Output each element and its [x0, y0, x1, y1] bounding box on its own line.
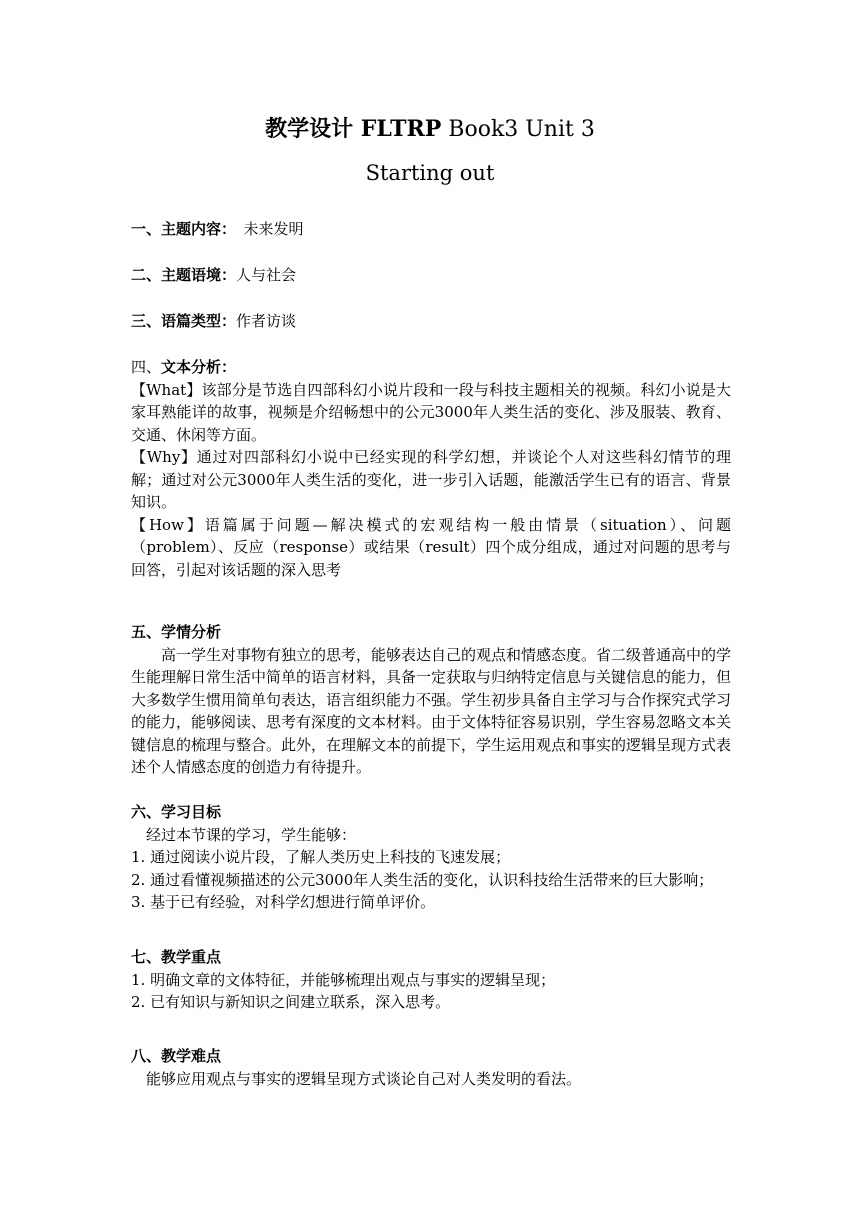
section-topic-content — [131, 219, 731, 239]
focus-item: 1. 明确文章的文体特征，并能够梳理出观点与事实的逻辑呈现； — [131, 970, 556, 989]
analysis-how: 【How】语篇属于问题—解决模式的宏观结构一般由情景（situation）、问题（problem）、反应（response）或结果（result）四个成分组成，通过对问题的思考与回答，引起对该话题的深入思考 — [131, 515, 731, 579]
title-chinese: 教学设计 — [265, 116, 354, 142]
section-label: 文本分析： — [161, 358, 237, 376]
learner-analysis-body: 高一学生对事物有独立的思考，能够表达自己的观点和情感态度。省二级普通高中的学生能理解日常生活中简单的语言材料，具备一定获取与归纳特定信息与关键信息的能力，但大多数学生惯用简单句表达，语言组织能力不强。学生初步具备自主学习与合作探究式学习的能力，能够阅读、思考有深度的文本材料。由于文体特征容易识别，学生容易忽略文本关键信息的梳理与整合。此外，在理解文本的前提下，学生运用观点和事实的逻辑呈现方式表述个人情感态度的创造力有待提升。 — [131, 645, 732, 776]
section-value: 未来发明 — [228, 220, 304, 238]
section-label: 六、学习目标 — [131, 803, 222, 821]
objective-item: 2. 通过看懂视频描述的公元3000年人类生活的变化，认识科技给生活带来的巨大影响； — [131, 870, 714, 889]
objective-item: 1. 通过阅读小说片段，了解人类历史上科技的飞速发展； — [131, 848, 511, 866]
difficulty-body: 能够应用观点与事实的逻辑呈现方式谈论自己对人类发明的看法。 — [146, 1069, 582, 1088]
objectives-intro: 经过本节课的学习，学生能够： — [146, 825, 357, 844]
section-text-type — [131, 311, 731, 331]
section-label: 七、教学重点 — [131, 948, 222, 966]
objective-item: 3. 基于已有经验，对科学幻想进行简单评价。 — [131, 893, 436, 911]
section-teaching-difficulty — [131, 1045, 731, 1090]
document-title — [0, 112, 860, 147]
section-label: 三、语篇类型： — [131, 312, 237, 330]
title-unit: Book3 Unit 3 — [441, 117, 595, 142]
section-value: 作者访谈 — [236, 312, 297, 330]
section-number: 四、 — [131, 358, 162, 376]
section-text-analysis — [131, 356, 731, 581]
section-value: 人与社会 — [236, 266, 297, 284]
section-learner-analysis — [131, 621, 731, 779]
focus-item: 2. 已有知识与新知识之间建立联系，深入思考。 — [131, 993, 451, 1011]
section-label: 五、学情分析 — [131, 623, 222, 641]
title-publisher: FLTRP — [353, 116, 442, 142]
section-teaching-focus — [131, 946, 731, 1014]
analysis-what: 【What】该部分是节选自四部科幻小说片段和一段与科技主题相关的视频。科幻小说是大家耳熟能详的故事，视频是介绍畅想中的公元3000年人类生活的变化、涉及服装、教育、交通、休闲等方面。 — [131, 380, 731, 444]
section-learning-objectives — [131, 801, 731, 914]
section-label: 一、主题内容： — [131, 220, 229, 238]
section-label: 二、主题语境： — [131, 266, 237, 284]
document-subtitle: Starting out — [365, 161, 495, 185]
analysis-why: 【Why】通过对四部科幻小说中已经实现的科学幻想，并谈论个人对这些科幻情节的理解；通过对公元3000年人类生活的变化，进一步引入话题，能激活学生已有的语言、背景知识。 — [131, 448, 731, 511]
section-topic-context — [131, 265, 731, 285]
section-heading — [131, 356, 731, 379]
section-label: 八、教学难点 — [131, 1047, 222, 1065]
